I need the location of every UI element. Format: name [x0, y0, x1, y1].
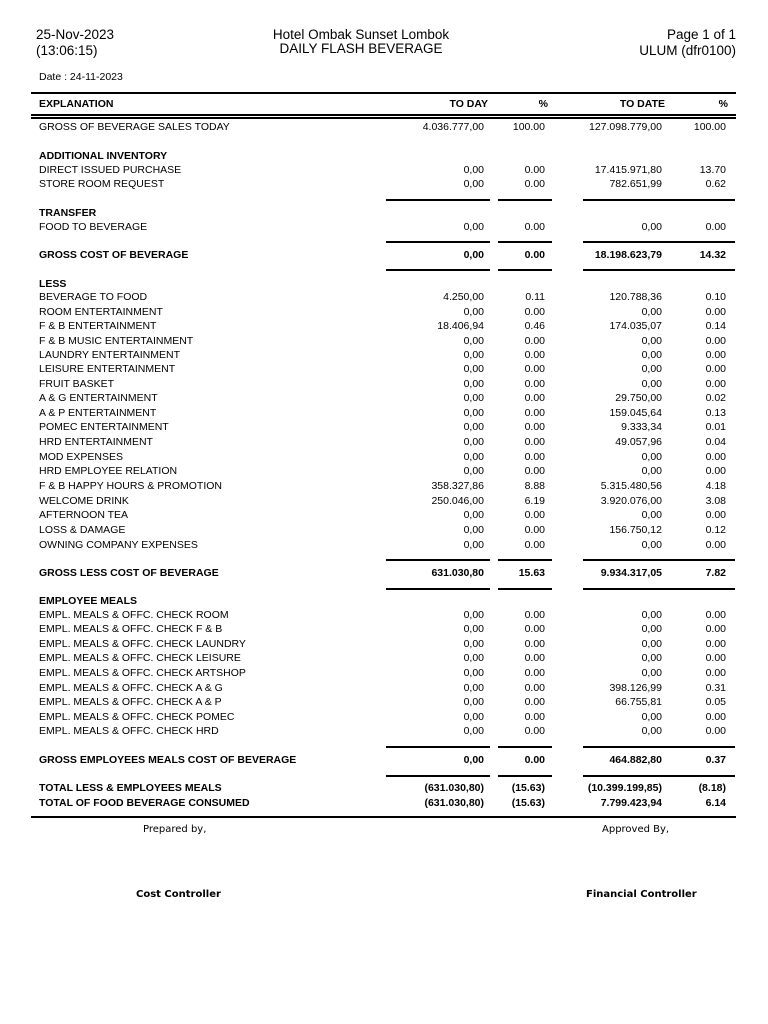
table-row [0, 305, 768, 319]
row-today: 4.036.777,00 [422, 121, 484, 133]
table-row [0, 362, 768, 376]
row-todate: 464.882,80 [609, 754, 662, 766]
table-row [0, 651, 768, 665]
row-pct-todate: 0.12 [705, 524, 726, 536]
subtotal-line [693, 269, 735, 271]
table-row [0, 781, 768, 795]
row-pct-todate: 0.14 [705, 320, 726, 332]
table-row [0, 681, 768, 695]
row-pct-today: 0.00 [524, 378, 545, 390]
row-label: ROOM ENTERTAINMENT [39, 306, 163, 318]
approved-by: Approved By, [602, 824, 670, 835]
table-row [0, 710, 768, 724]
table-row [0, 348, 768, 362]
row-label: LOSS & DAMAGE [39, 524, 126, 536]
table-row [0, 120, 768, 134]
row-pct-todate: 0.00 [705, 221, 726, 233]
table-row [0, 334, 768, 348]
row-pct-todate: 0.00 [705, 667, 726, 679]
row-pct-todate: 0.00 [705, 539, 726, 551]
col-pct-today: % [538, 98, 548, 110]
row-label: F & B MUSIC ENTERTAINMENT [39, 335, 194, 347]
table-row [0, 420, 768, 434]
row-todate: 9.333,34 [621, 421, 662, 433]
row-pct-today: 0.00 [524, 363, 545, 375]
prepared-by: Prepared by, [143, 824, 207, 835]
table-row [0, 753, 768, 767]
row-label: POMEC ENTERTAINMENT [39, 421, 169, 433]
row-pct-today: 0.00 [524, 725, 545, 737]
row-label: EMPL. MEALS & OFFC. CHECK A & P [39, 696, 222, 708]
row-today: 0,00 [463, 221, 484, 233]
prepared-title: Cost Controller [136, 889, 221, 900]
row-pct-today: 0.00 [524, 539, 545, 551]
row-todate: 0,00 [641, 725, 662, 737]
table-row [0, 724, 768, 738]
row-pct-todate: 6.14 [705, 797, 726, 809]
table-row [0, 508, 768, 522]
row-todate: 29.750,00 [615, 392, 662, 404]
subtotal-line [583, 241, 693, 243]
row-pct-todate: 0.00 [705, 725, 726, 737]
subtotal-line [693, 559, 735, 561]
row-pct-today: 15.63 [518, 567, 545, 579]
row-pct-todate: 100.00 [693, 121, 726, 133]
row-pct-todate: 3.08 [705, 495, 726, 507]
row-todate: 174.035,07 [609, 320, 662, 332]
row-today: 0,00 [463, 667, 484, 679]
table-row [0, 149, 768, 163]
subtotal-line [583, 775, 693, 777]
table-row [0, 566, 768, 580]
row-todate: 18.198.623,79 [594, 249, 662, 261]
table-row [0, 523, 768, 537]
bottom-rule [31, 816, 736, 818]
subtotal-line [693, 241, 735, 243]
col-today: TO DAY [449, 98, 488, 110]
row-today: 0,00 [463, 249, 484, 261]
row-today: 0,00 [463, 623, 484, 635]
table-row [0, 377, 768, 391]
row-todate: 0,00 [641, 638, 662, 650]
row-todate: 0,00 [641, 623, 662, 635]
row-label: OWNING COMPANY EXPENSES [39, 539, 198, 551]
table-row [0, 248, 768, 262]
print-date: 25-Nov-2023 [36, 27, 115, 42]
row-pct-today: 0.00 [524, 421, 545, 433]
row-pct-todate: 14.32 [699, 249, 726, 261]
row-pct-todate: 0.37 [705, 754, 726, 766]
subtotal-line [583, 559, 693, 561]
row-todate: 49.057,96 [615, 436, 662, 448]
row-label: EMPL. MEALS & OFFC. CHECK LEISURE [39, 652, 241, 664]
row-todate: 0,00 [641, 539, 662, 551]
row-pct-todate: 0.00 [705, 509, 726, 521]
subtotal-line [693, 199, 735, 201]
row-todate: 127.098.779,00 [589, 121, 662, 133]
row-label: TOTAL LESS & EMPLOYEES MEALS [39, 782, 222, 794]
row-pct-today: 0.00 [524, 451, 545, 463]
row-pct-todate: 0.01 [705, 421, 726, 433]
row-label: DIRECT ISSUED PURCHASE [39, 164, 182, 176]
row-pct-todate: 7.82 [705, 567, 726, 579]
row-todate: 17.415.971,80 [594, 164, 662, 176]
user-id: ULUM (dfr0100) [639, 43, 736, 58]
row-label: TOTAL OF FOOD BEVERAGE CONSUMED [39, 797, 250, 809]
row-todate: 0,00 [641, 609, 662, 621]
row-label: STORE ROOM REQUEST [39, 178, 165, 190]
row-label: A & G ENTERTAINMENT [39, 392, 158, 404]
row-pct-todate: 0.00 [705, 335, 726, 347]
row-pct-today: 0.00 [524, 436, 545, 448]
row-todate: 398.126,99 [609, 682, 662, 694]
row-todate: 0,00 [641, 711, 662, 723]
row-label: BEVERAGE TO FOOD [39, 291, 148, 303]
table-row [0, 538, 768, 552]
row-pct-today: 0.00 [524, 754, 545, 766]
row-pct-today: 0.00 [524, 638, 545, 650]
row-label: GROSS LESS COST OF BEVERAGE [39, 567, 219, 579]
row-today: 358.327,86 [431, 480, 484, 492]
subtotal-line [386, 559, 490, 561]
subtotal-line [583, 588, 693, 590]
row-label: EMPL. MEALS & OFFC. CHECK LAUNDRY [39, 638, 246, 650]
table-row [0, 290, 768, 304]
row-pct-today: 0.11 [525, 291, 545, 303]
row-label: HRD ENTERTAINMENT [39, 436, 153, 448]
subtotal-line [583, 269, 693, 271]
row-pct-today: 0.00 [524, 711, 545, 723]
row-label: EMPLOYEE MEALS [39, 595, 138, 607]
subtotal-line [498, 199, 552, 201]
approved-title: Financial Controller [586, 889, 697, 900]
subtotal-line [386, 588, 490, 590]
row-today: 0,00 [463, 652, 484, 664]
row-today: 0,00 [463, 509, 484, 521]
row-pct-todate: 4.18 [705, 480, 726, 492]
row-today: 0,00 [463, 696, 484, 708]
row-today: 0,00 [463, 711, 484, 723]
row-pct-today: 0.00 [524, 221, 545, 233]
row-label: GROSS EMPLOYEES MEALS COST OF BEVERAGE [39, 754, 297, 766]
row-today: 0,00 [463, 725, 484, 737]
row-label: LAUNDRY ENTERTAINMENT [39, 349, 180, 361]
row-today: 0,00 [463, 378, 484, 390]
row-pct-todate: 0.05 [705, 696, 726, 708]
subtotal-line [386, 269, 490, 271]
subtotal-line [498, 241, 552, 243]
row-today: 0,00 [463, 638, 484, 650]
row-pct-today: 0.00 [524, 667, 545, 679]
row-label: EMPL. MEALS & OFFC. CHECK HRD [39, 725, 219, 737]
row-label: TRANSFER [39, 207, 97, 219]
row-today: (631.030,80) [424, 797, 484, 809]
report-date: Date : 24-11-2023 [39, 71, 123, 83]
row-pct-todate: 0.00 [705, 378, 726, 390]
row-today: 0,00 [463, 392, 484, 404]
row-pct-todate: 0.00 [705, 306, 726, 318]
row-todate: (10.399.199,85) [587, 782, 662, 794]
row-pct-todate: 0.00 [705, 363, 726, 375]
row-pct-today: 0.00 [524, 306, 545, 318]
subtotal-line [693, 746, 735, 748]
row-pct-today: 6.19 [524, 495, 545, 507]
subtotal-line [498, 588, 552, 590]
row-today: 0,00 [463, 524, 484, 536]
table-row [0, 608, 768, 622]
table-row [0, 406, 768, 420]
row-today: 250.046,00 [431, 495, 484, 507]
row-pct-today: 100.00 [512, 121, 545, 133]
subtotal-line [498, 775, 552, 777]
row-pct-today: 0.00 [524, 335, 545, 347]
row-pct-todate: 0.00 [705, 652, 726, 664]
row-todate: 0,00 [641, 221, 662, 233]
table-row [0, 220, 768, 234]
row-today: 0,00 [463, 539, 484, 551]
row-pct-todate: 0.00 [705, 349, 726, 361]
row-todate: 0,00 [641, 306, 662, 318]
row-label: FOOD TO BEVERAGE [39, 221, 148, 233]
col-pct-todate: % [718, 98, 728, 110]
row-label: EMPL. MEALS & OFFC. CHECK ROOM [39, 609, 229, 621]
table-row [0, 796, 768, 810]
table-row [0, 450, 768, 464]
row-pct-todate: 0.62 [705, 178, 726, 190]
row-label: EMPL. MEALS & OFFC. CHECK POMEC [39, 711, 235, 723]
row-today: (631.030,80) [424, 782, 484, 794]
row-todate: 0,00 [641, 349, 662, 361]
row-label: FRUIT BASKET [39, 378, 115, 390]
row-today: 0,00 [463, 407, 484, 419]
row-today: 0,00 [463, 421, 484, 433]
row-today: 0,00 [463, 164, 484, 176]
table-row [0, 206, 768, 220]
row-today: 4.250,00 [443, 291, 484, 303]
row-todate: 0,00 [641, 363, 662, 375]
row-pct-today: (15.63) [511, 797, 545, 809]
row-todate: 0,00 [641, 667, 662, 679]
subtotal-line [583, 746, 693, 748]
table-row [0, 277, 768, 291]
row-today: 18.406,94 [437, 320, 484, 332]
row-pct-today: 0.00 [524, 609, 545, 621]
row-pct-today: 0.00 [524, 349, 545, 361]
row-pct-today: 0.46 [524, 320, 545, 332]
table-row [0, 464, 768, 478]
row-label: GROSS OF BEVERAGE SALES TODAY [39, 121, 230, 133]
row-todate: 120.788,36 [609, 291, 662, 303]
row-pct-todate: 0.02 [705, 392, 726, 404]
row-pct-todate: 0.13 [705, 407, 726, 419]
row-label: F & B ENTERTAINMENT [39, 320, 157, 332]
row-today: 0,00 [463, 436, 484, 448]
row-pct-todate: 0.00 [705, 711, 726, 723]
row-label: F & B HAPPY HOURS & PROMOTION [39, 480, 223, 492]
row-pct-todate: (8.18) [698, 782, 726, 794]
row-today: 0,00 [463, 465, 484, 477]
table-row [0, 594, 768, 608]
row-todate: 0,00 [641, 652, 662, 664]
row-label: LESS [39, 278, 67, 290]
table-row [0, 637, 768, 651]
row-pct-todate: 0.00 [705, 638, 726, 650]
row-today: 0,00 [463, 306, 484, 318]
print-time: (13:06:15) [36, 43, 98, 58]
row-todate: 0,00 [641, 509, 662, 521]
subtotal-line [498, 746, 552, 748]
subtotal-line [583, 199, 693, 201]
row-label: AFTERNOON TEA [39, 509, 129, 521]
row-todate: 0,00 [641, 451, 662, 463]
row-pct-today: 0.00 [524, 392, 545, 404]
row-label: EMPL. MEALS & OFFC. CHECK F & B [39, 623, 223, 635]
row-todate: 0,00 [641, 378, 662, 390]
subtotal-line [498, 269, 552, 271]
col-explanation: EXPLANATION [39, 98, 114, 110]
row-pct-today: 0.00 [524, 682, 545, 694]
row-today: 0,00 [463, 754, 484, 766]
row-todate: 5.315.480,56 [600, 480, 662, 492]
subtotal-line [386, 199, 490, 201]
row-todate: 7.799.423,94 [600, 797, 662, 809]
table-row [0, 622, 768, 636]
row-todate: 0,00 [641, 465, 662, 477]
row-pct-todate: 0.00 [705, 451, 726, 463]
row-pct-todate: 0.00 [705, 623, 726, 635]
row-label: GROSS COST OF BEVERAGE [39, 249, 189, 261]
row-today: 0,00 [463, 451, 484, 463]
row-label: A & P ENTERTAINMENT [39, 407, 157, 419]
row-pct-today: 0.00 [524, 249, 545, 261]
row-pct-todate: 0.31 [705, 682, 726, 694]
subtotal-line [386, 241, 490, 243]
table-row [0, 695, 768, 709]
row-pct-today: 0.00 [524, 407, 545, 419]
row-todate: 0,00 [641, 335, 662, 347]
row-pct-todate: 0.00 [705, 465, 726, 477]
table-row [0, 479, 768, 493]
row-todate: 9.934.317,05 [600, 567, 662, 579]
subtotal-line [386, 775, 490, 777]
col-todate: TO DATE [619, 98, 665, 110]
table-row [0, 391, 768, 405]
row-label: EMPL. MEALS & OFFC. CHECK ARTSHOP [39, 667, 246, 679]
row-pct-todate: 0.04 [705, 436, 726, 448]
row-todate: 156.750,12 [609, 524, 662, 536]
table-row [0, 435, 768, 449]
row-label: EMPL. MEALS & OFFC. CHECK A & G [39, 682, 223, 694]
row-today: 0,00 [463, 609, 484, 621]
table-row [0, 163, 768, 177]
hotel-name: Hotel Ombak Sunset Lombok [272, 27, 450, 42]
row-today: 0,00 [463, 335, 484, 347]
row-pct-today: 8.88 [524, 480, 545, 492]
row-today: 0,00 [463, 682, 484, 694]
table-row [0, 494, 768, 508]
row-todate: 159.045,64 [609, 407, 662, 419]
table-row [0, 666, 768, 680]
row-todate: 66.755,81 [615, 696, 662, 708]
row-label: WELCOME DRINK [39, 495, 129, 507]
subtotal-line [498, 559, 552, 561]
row-pct-today: (15.63) [511, 782, 545, 794]
table-row [0, 177, 768, 191]
row-pct-todate: 0.10 [705, 291, 726, 303]
report-title: DAILY FLASH BEVERAGE [279, 41, 443, 56]
table-row [0, 319, 768, 333]
page-number: Page 1 of 1 [666, 27, 736, 42]
row-todate: 3.920.076,00 [600, 495, 662, 507]
row-today: 631.030,80 [431, 567, 484, 579]
subtotal-line [693, 775, 735, 777]
row-label: MOD EXPENSES [39, 451, 124, 463]
row-pct-today: 0.00 [524, 696, 545, 708]
row-label: HRD EMPLOYEE RELATION [39, 465, 178, 477]
subtotal-line [386, 746, 490, 748]
row-pct-today: 0.00 [524, 465, 545, 477]
row-label: ADDITIONAL INVENTORY [39, 150, 168, 162]
row-pct-today: 0.00 [524, 652, 545, 664]
row-today: 0,00 [463, 178, 484, 190]
row-todate: 782.651,99 [609, 178, 662, 190]
subtotal-line [693, 588, 735, 590]
row-today: 0,00 [463, 349, 484, 361]
row-pct-todate: 13.70 [699, 164, 726, 176]
row-pct-today: 0.00 [524, 524, 545, 536]
row-pct-today: 0.00 [524, 178, 545, 190]
row-label: LEISURE ENTERTAINMENT [39, 363, 176, 375]
row-pct-today: 0.00 [524, 623, 545, 635]
row-pct-today: 0.00 [524, 509, 545, 521]
row-pct-todate: 0.00 [705, 609, 726, 621]
row-today: 0,00 [463, 363, 484, 375]
row-pct-today: 0.00 [524, 164, 545, 176]
